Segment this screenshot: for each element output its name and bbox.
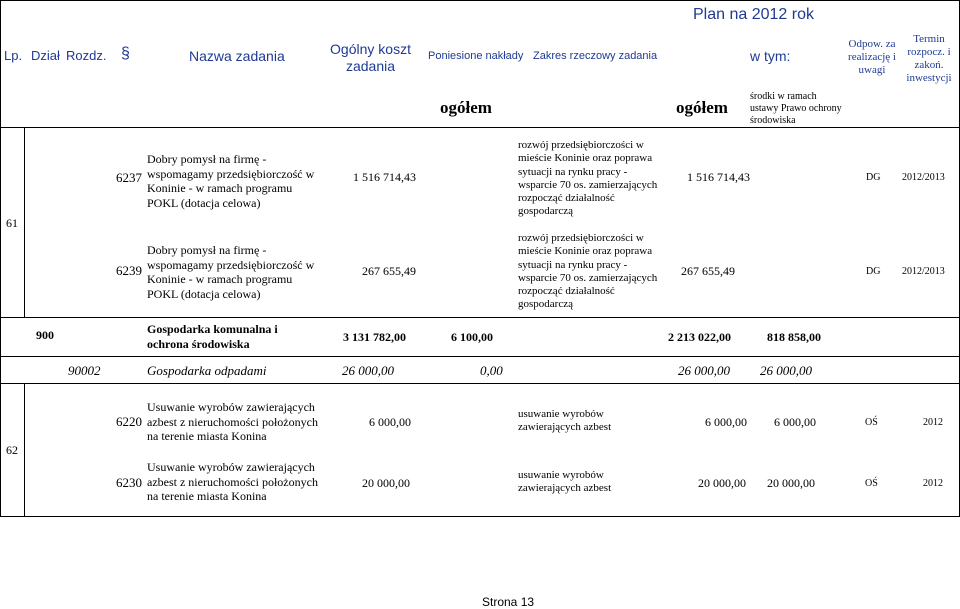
- dept-cost-900: 3 131 782,00: [343, 330, 406, 344]
- row-divider-900: [0, 356, 960, 357]
- env-6230: 20 000,00: [767, 476, 815, 490]
- total-6220: 6 000,00: [705, 415, 747, 429]
- chapter-code-90002: 90002: [68, 363, 101, 378]
- page-number: Strona 13: [482, 595, 535, 609]
- top-border: [0, 0, 960, 1]
- cost-6237: 1 516 714,43: [353, 170, 416, 184]
- scope-6230: usuwanie wyrobów zawierających azbest: [518, 469, 612, 495]
- cost-6239: 267 655,49: [362, 264, 416, 278]
- term-6220: 2012: [923, 417, 943, 428]
- lp-62: 62: [6, 443, 18, 457]
- cost-6230: 20 000,00: [362, 476, 410, 490]
- paragraph-6220: 6220: [116, 414, 142, 429]
- lp-col-divider-62: [24, 383, 25, 517]
- dept-code-900: 900: [36, 328, 54, 342]
- task-name-6230: Usuwanie wyrobów zawierających azbest z nieruchomości położonych na terenie miasta Konina: [147, 460, 318, 503]
- dept-env-900: 818 858,00: [767, 330, 821, 344]
- term-6239: 2012/2013: [902, 266, 945, 277]
- paragraph-6237: 6237: [116, 170, 142, 185]
- chapter-name-90002: Gospodarka odpadami: [147, 363, 267, 378]
- header-dzial: Dział: [31, 48, 60, 63]
- header-lp: Lp.: [4, 48, 23, 63]
- lp-61: 61: [6, 216, 18, 230]
- task-name-6220: Usuwanie wyrobów zawierających azbest z nieruchomości położonych na terenie miasta Konina: [147, 400, 318, 443]
- scope-6237: rozwój przedsiębiorczości w mieście Koninie oraz poprawa sytuacji na rynku pracy - wsparcie 70 os. zamierzających rozpocząć działalność gospodarczą: [518, 139, 658, 218]
- env-6220: 6 000,00: [774, 415, 816, 429]
- cost-6220: 6 000,00: [369, 415, 411, 429]
- chapter-total-90002: 26 000,00: [678, 363, 730, 378]
- header-ogolny-koszt: Ogólny koszt zadania: [330, 41, 411, 74]
- header-w-tym: w tym:: [750, 48, 791, 64]
- paragraph-6239: 6239: [116, 263, 142, 278]
- dept-incurred-900: 6 100,00: [451, 330, 493, 344]
- header-poniesione: Poniesione nakłady: [428, 50, 524, 62]
- resp-6239: DG: [866, 266, 881, 277]
- row-divider-90002: [0, 383, 960, 384]
- task-name-6237: Dobry pomysł na firmę - wspomagamy przedsiębiorczość w Koninie - w ramach programu POKL (dotacja celowa): [147, 152, 315, 210]
- header-zakres: Zakres rzeczowy zadania: [533, 50, 658, 62]
- left-border: [0, 0, 1, 517]
- dept-total-900: 2 213 022,00: [668, 330, 731, 344]
- total-6237: 1 516 714,43: [687, 170, 750, 184]
- total-6239: 267 655,49: [681, 264, 735, 278]
- scope-6220: usuwanie wyrobów zawierających azbest: [518, 408, 612, 434]
- dept-name-900: Gospodarka komunalna i ochrona środowiska: [147, 322, 278, 351]
- term-6237: 2012/2013: [902, 172, 945, 183]
- header-ogolem-1: ogółem: [440, 98, 492, 117]
- total-6230: 20 000,00: [698, 476, 746, 490]
- chapter-env-90002: 26 000,00: [760, 363, 812, 378]
- chapter-cost-90002: 26 000,00: [342, 363, 394, 378]
- task-name-6239: Dobry pomysł na firmę - wspomagamy przedsiębiorczość w Koninie - w ramach programu POKL (dotacja celowa): [147, 243, 315, 301]
- term-6230: 2012: [923, 478, 943, 489]
- header-paragraph: §: [121, 45, 130, 62]
- resp-6230: OŚ: [865, 478, 878, 489]
- resp-6237: DG: [866, 172, 881, 183]
- header-odpow: Odpow. za realizację i uwagi: [848, 38, 896, 76]
- header-ogolem-2: ogółem: [676, 98, 728, 117]
- table-bottom-border: [0, 516, 960, 517]
- paragraph-6230: 6230: [116, 475, 142, 490]
- header-nazwa-zadania: Nazwa zadania: [189, 48, 285, 64]
- row-divider-61: [0, 317, 960, 318]
- lp-col-divider: [24, 127, 25, 318]
- header-bottom-border: [0, 127, 960, 128]
- header-termin: Termin rozpocz. i zakoń. inwestycji: [906, 33, 952, 84]
- header-rozdz: Rozdz.: [66, 48, 107, 63]
- plan-title: Plan na 2012 rok: [693, 6, 814, 23]
- scope-6239: rozwój przedsiębiorczości w mieście Koninie oraz poprawa sytuacji na rynku pracy - wsparcie 70 os. zamierzających rozpocząć działalność gospodarczą: [518, 232, 658, 311]
- resp-6220: OŚ: [865, 417, 878, 428]
- header-srodki: środki w ramach ustawy Prawo ochrony środowiska: [750, 91, 842, 126]
- chapter-incurred-90002: 0,00: [480, 363, 503, 378]
